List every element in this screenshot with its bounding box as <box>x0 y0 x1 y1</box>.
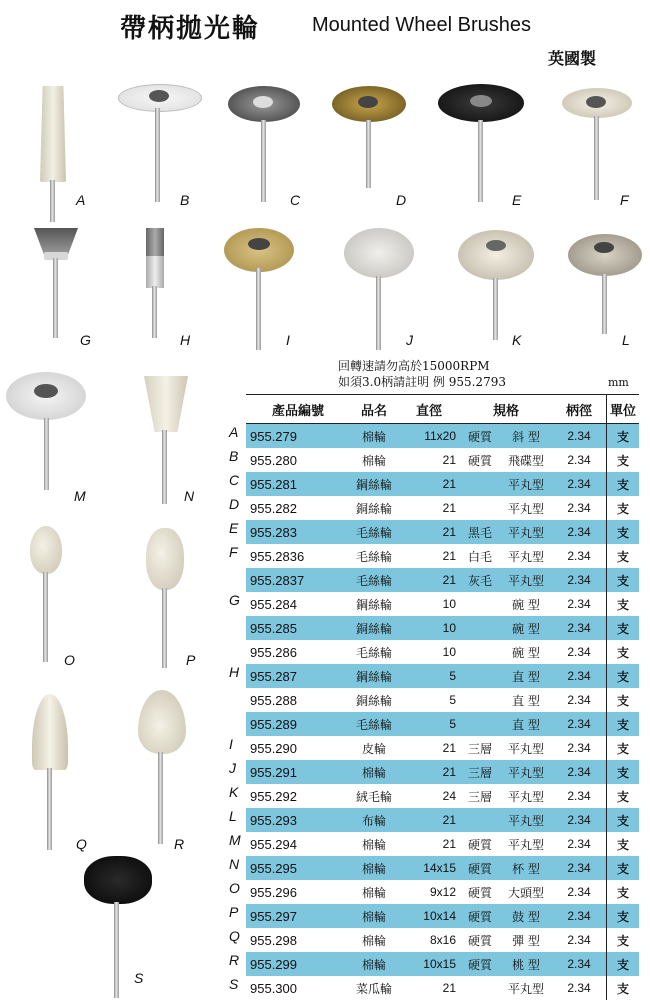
row-code: 955.297 <box>246 904 347 928</box>
row-shank: 2.34 <box>552 568 607 592</box>
row-diameter: 21 <box>401 808 460 832</box>
row-shape: 平丸型 <box>507 837 544 852</box>
product-label-l: L <box>622 332 630 348</box>
row-shank: 2.34 <box>567 981 591 995</box>
rpm-note: 回轉速請勿高於15000RPM <box>338 359 490 373</box>
row-shape: 平丸型 <box>507 789 544 804</box>
table-row <box>246 616 639 640</box>
row-name: 棉輪 <box>361 837 386 852</box>
row-code: 955.290 <box>250 740 297 756</box>
row-diameter: 14x15 <box>401 856 460 880</box>
row-unit: 支 <box>607 520 640 544</box>
row-shape: 平丸型 <box>507 741 544 756</box>
row-material: 硬質 <box>460 904 500 928</box>
row-diameter: 24 <box>442 789 456 803</box>
table-row <box>246 640 639 664</box>
row-code: 955.288 <box>250 692 297 708</box>
row-code: 955.282 <box>250 500 297 516</box>
row-code: 955.291 <box>246 760 347 784</box>
table-row <box>246 472 639 496</box>
product-label-f: F <box>620 192 629 208</box>
row-shape: 平丸型 <box>500 760 552 784</box>
row-letter-label: E <box>229 520 239 536</box>
row-unit: 支 <box>607 472 640 496</box>
row-unit: 支 <box>607 976 640 1000</box>
row-shape: 斜 型 <box>500 424 552 449</box>
row-diameter: 5 <box>401 712 460 736</box>
table-row <box>246 448 639 472</box>
row-diameter: 8x16 <box>429 933 456 947</box>
product-label-h: H <box>180 332 191 348</box>
product-label-q: Q <box>76 836 87 852</box>
product-label-k: K <box>512 332 522 348</box>
row-shank: 2.34 <box>552 520 607 544</box>
row-letter-label: N <box>229 856 240 872</box>
row-letter-label: J <box>229 760 236 776</box>
product-label-a: A <box>76 192 86 208</box>
row-code: 955.296 <box>250 884 297 900</box>
row-letter-label: B <box>229 448 239 464</box>
row-material <box>460 616 500 640</box>
header-name: 品名 <box>347 395 401 424</box>
row-material: 硬質 <box>460 424 500 449</box>
row-name: 鋼絲輪 <box>347 664 401 688</box>
row-unit: 支 <box>607 616 640 640</box>
row-code: 955.281 <box>246 472 347 496</box>
row-diameter: 21 <box>401 760 460 784</box>
row-material <box>460 472 500 496</box>
row-name: 棉輪 <box>347 760 401 784</box>
row-shank: 2.34 <box>552 664 607 688</box>
row-code: 955.300 <box>250 980 297 996</box>
row-material <box>460 976 500 1000</box>
header-spec: 規格 <box>460 395 552 424</box>
row-diameter: 21 <box>442 837 456 851</box>
product-label-r: R <box>174 836 185 852</box>
table-row <box>246 784 639 808</box>
row-letter-label: I <box>229 736 233 752</box>
row-code: 955.280 <box>250 452 297 468</box>
shank-note: 如須3.0柄請註明 例 955.2793 <box>338 375 506 389</box>
header-diameter: 直徑 <box>401 395 460 424</box>
row-diameter: 21 <box>401 568 460 592</box>
row-unit: 支 <box>607 640 640 664</box>
row-diameter: 11x20 <box>401 424 460 449</box>
row-unit: 支 <box>607 784 640 808</box>
row-letter-label: P <box>229 904 239 920</box>
row-unit: 支 <box>607 688 640 712</box>
row-shank: 2.34 <box>552 808 607 832</box>
row-material: 硬質 <box>460 856 500 880</box>
header-unit: 單位 <box>607 395 640 424</box>
row-name: 棉輪 <box>347 424 401 449</box>
row-diameter: 10x14 <box>401 904 460 928</box>
row-material: 硬質 <box>467 885 492 900</box>
row-shape: 飛碟型 <box>507 453 544 468</box>
row-name: 鋼絲輪 <box>355 597 392 612</box>
row-unit: 支 <box>607 496 640 520</box>
table-row <box>246 424 639 449</box>
row-material <box>460 808 500 832</box>
row-name: 棉輪 <box>347 904 401 928</box>
table-row <box>246 808 639 832</box>
product-label-b: B <box>180 192 190 208</box>
table-row <box>246 568 639 592</box>
row-material: 白毛 <box>467 549 492 564</box>
product-label-s: S <box>134 970 144 986</box>
row-shape: 桃 型 <box>500 952 552 976</box>
table-row <box>246 928 639 952</box>
row-shank: 2.34 <box>567 549 591 563</box>
row-shape: 平丸型 <box>500 808 552 832</box>
row-code: 955.283 <box>246 520 347 544</box>
row-unit: 支 <box>607 544 640 568</box>
row-shape: 平丸型 <box>507 981 544 996</box>
row-shank: 2.34 <box>567 933 591 947</box>
table-row <box>246 496 639 520</box>
row-shank: 2.34 <box>552 472 607 496</box>
row-material: 黑毛 <box>460 520 500 544</box>
row-material <box>460 712 500 736</box>
row-letter-label: O <box>229 880 240 896</box>
row-shape: 彈 型 <box>512 933 540 948</box>
row-unit: 支 <box>607 736 640 760</box>
row-name: 銅絲輪 <box>355 693 392 708</box>
row-code: 955.287 <box>246 664 347 688</box>
row-shank: 2.34 <box>552 616 607 640</box>
row-shank: 2.34 <box>567 501 591 515</box>
row-shank: 2.34 <box>567 885 591 899</box>
table-row <box>246 976 639 1000</box>
row-shank: 2.34 <box>552 712 607 736</box>
row-shank: 2.34 <box>567 741 591 755</box>
row-shank: 2.34 <box>552 952 607 976</box>
row-name: 菜瓜輪 <box>355 981 392 996</box>
row-unit: 支 <box>607 424 640 449</box>
row-material <box>460 664 500 688</box>
header-code: 產品編號 <box>246 395 347 424</box>
row-code: 955.294 <box>250 836 297 852</box>
row-material: 硬質 <box>467 837 492 852</box>
row-shape: 平丸型 <box>507 501 544 516</box>
row-diameter: 21 <box>442 741 456 755</box>
row-diameter: 21 <box>401 472 460 496</box>
row-unit: 支 <box>607 664 640 688</box>
table-row <box>246 856 639 880</box>
row-letter-label: A <box>229 424 239 440</box>
row-unit: 支 <box>607 880 640 904</box>
row-diameter: 10 <box>442 597 456 611</box>
row-diameter: 21 <box>442 501 456 515</box>
row-shank: 2.34 <box>567 837 591 851</box>
row-name: 棉輪 <box>347 952 401 976</box>
row-shape: 杯 型 <box>500 856 552 880</box>
table-row <box>246 736 639 760</box>
row-name: 鋼絲輪 <box>347 472 401 496</box>
row-name: 布輪 <box>347 808 401 832</box>
row-name: 絨毛輪 <box>355 789 392 804</box>
row-shank: 2.34 <box>567 645 591 659</box>
product-label-j: J <box>406 332 413 348</box>
row-unit: 支 <box>607 904 640 928</box>
row-unit: 支 <box>607 568 640 592</box>
row-unit: 支 <box>607 856 640 880</box>
row-code: 955.293 <box>246 808 347 832</box>
row-shape: 直 型 <box>512 693 540 708</box>
row-unit: 支 <box>607 808 640 832</box>
table-row <box>246 952 639 976</box>
row-material: 硬質 <box>460 952 500 976</box>
table-row <box>246 688 639 712</box>
row-diameter: 10 <box>442 645 456 659</box>
row-code: 955.295 <box>246 856 347 880</box>
row-code: 955.2836 <box>250 548 305 564</box>
row-shape: 直 型 <box>500 712 552 736</box>
row-shank: 2.34 <box>552 424 607 449</box>
row-name: 銅絲輪 <box>347 616 401 640</box>
row-shape: 平丸型 <box>500 568 552 592</box>
row-shank: 2.34 <box>552 904 607 928</box>
row-code: 955.298 <box>250 932 297 948</box>
page-title-chinese: 帶柄拋光輪 <box>120 14 261 44</box>
row-shape: 碗 型 <box>500 616 552 640</box>
row-material: 三層 <box>467 789 492 804</box>
page-title-english: Mounted Wheel Brushes <box>312 14 532 36</box>
row-diameter: 21 <box>401 520 460 544</box>
row-code: 955.279 <box>246 424 347 449</box>
row-shape: 碗 型 <box>512 645 540 660</box>
row-letter-label: K <box>229 784 239 800</box>
row-diameter: 21 <box>442 549 456 563</box>
unit-label: mm <box>608 376 629 389</box>
row-shape: 平丸型 <box>500 472 552 496</box>
row-name: 棉輪 <box>347 856 401 880</box>
row-code: 955.289 <box>246 712 347 736</box>
row-letter-label: F <box>229 544 238 560</box>
table-row <box>246 880 639 904</box>
row-shape: 平丸型 <box>500 520 552 544</box>
table-row <box>246 544 639 568</box>
table-row <box>246 520 639 544</box>
row-shape: 直 型 <box>500 664 552 688</box>
table-row <box>246 664 639 688</box>
row-diameter: 9x12 <box>429 885 456 899</box>
row-name: 毛絲輪 <box>355 549 392 564</box>
table-row <box>246 592 639 616</box>
row-material: 三層 <box>460 760 500 784</box>
row-diameter: 21 <box>442 981 456 995</box>
row-code: 955.299 <box>246 952 347 976</box>
row-shank: 2.34 <box>567 453 591 467</box>
row-code: 955.292 <box>250 788 297 804</box>
row-code: 955.286 <box>250 644 297 660</box>
row-material <box>460 688 500 712</box>
product-label-p: P <box>186 652 196 668</box>
row-code: 955.284 <box>250 596 297 612</box>
table-row <box>246 904 639 928</box>
row-shape: 大頭型 <box>507 885 544 900</box>
row-diameter: 21 <box>442 453 456 467</box>
row-material <box>460 640 500 664</box>
row-shank: 2.34 <box>552 760 607 784</box>
row-letter-label: G <box>229 592 240 608</box>
row-shank: 2.34 <box>567 693 591 707</box>
row-code: 955.2837 <box>246 568 347 592</box>
row-shape: 平丸型 <box>507 549 544 564</box>
product-label-c: C <box>290 192 301 208</box>
row-name: 毛絲輪 <box>347 520 401 544</box>
spec-table <box>246 394 639 1000</box>
spec-table-body <box>246 424 639 1001</box>
row-name: 棉輪 <box>361 453 386 468</box>
row-unit: 支 <box>607 712 640 736</box>
row-material: 三層 <box>467 741 492 756</box>
row-unit: 支 <box>607 928 640 952</box>
row-shank: 2.34 <box>567 597 591 611</box>
row-shape: 碗 型 <box>512 597 540 612</box>
row-letter-label: H <box>229 664 240 680</box>
row-diameter: 5 <box>449 693 456 707</box>
row-letter-label: C <box>229 472 240 488</box>
row-name: 皮輪 <box>361 741 386 756</box>
table-row <box>246 832 639 856</box>
usage-note <box>338 358 506 390</box>
row-name: 毛絲輪 <box>355 645 392 660</box>
product-label-i: I <box>286 332 290 348</box>
row-material: 灰毛 <box>460 568 500 592</box>
row-unit: 支 <box>607 592 640 616</box>
row-shank: 2.34 <box>567 789 591 803</box>
row-name: 銅絲輪 <box>355 501 392 516</box>
row-material <box>460 592 500 616</box>
row-name: 棉輪 <box>361 885 386 900</box>
row-diameter: 10 <box>401 616 460 640</box>
table-header-row <box>246 395 639 424</box>
row-shape: 鼓 型 <box>500 904 552 928</box>
row-letter-label: S <box>229 976 239 992</box>
row-material <box>460 496 500 520</box>
row-code: 955.285 <box>246 616 347 640</box>
row-material: 硬質 <box>467 453 492 468</box>
row-letter-label: R <box>229 952 240 968</box>
product-label-e: E <box>512 192 522 208</box>
row-diameter: 10x15 <box>401 952 460 976</box>
row-letter-label: Q <box>229 928 240 944</box>
row-unit: 支 <box>607 952 640 976</box>
product-label-n: N <box>184 488 195 504</box>
row-unit: 支 <box>607 448 640 472</box>
row-name: 毛絲輪 <box>347 568 401 592</box>
row-shank: 2.34 <box>552 856 607 880</box>
table-row <box>246 760 639 784</box>
row-diameter: 5 <box>401 664 460 688</box>
origin-label: 英國製 <box>548 49 597 68</box>
row-letter-label: L <box>229 808 237 824</box>
header-shank: 柄徑 <box>552 395 607 424</box>
row-letter-label: M <box>229 832 241 848</box>
product-label-g: G <box>80 332 91 348</box>
row-material: 硬質 <box>467 933 492 948</box>
product-label-m: M <box>74 488 86 504</box>
row-name: 毛絲輪 <box>347 712 401 736</box>
product-label-d: D <box>396 192 407 208</box>
table-row <box>246 712 639 736</box>
row-unit: 支 <box>607 832 640 856</box>
row-name: 棉輪 <box>361 933 386 948</box>
row-letter-label: D <box>229 496 240 512</box>
row-unit: 支 <box>607 760 640 784</box>
product-label-o: O <box>64 652 75 668</box>
